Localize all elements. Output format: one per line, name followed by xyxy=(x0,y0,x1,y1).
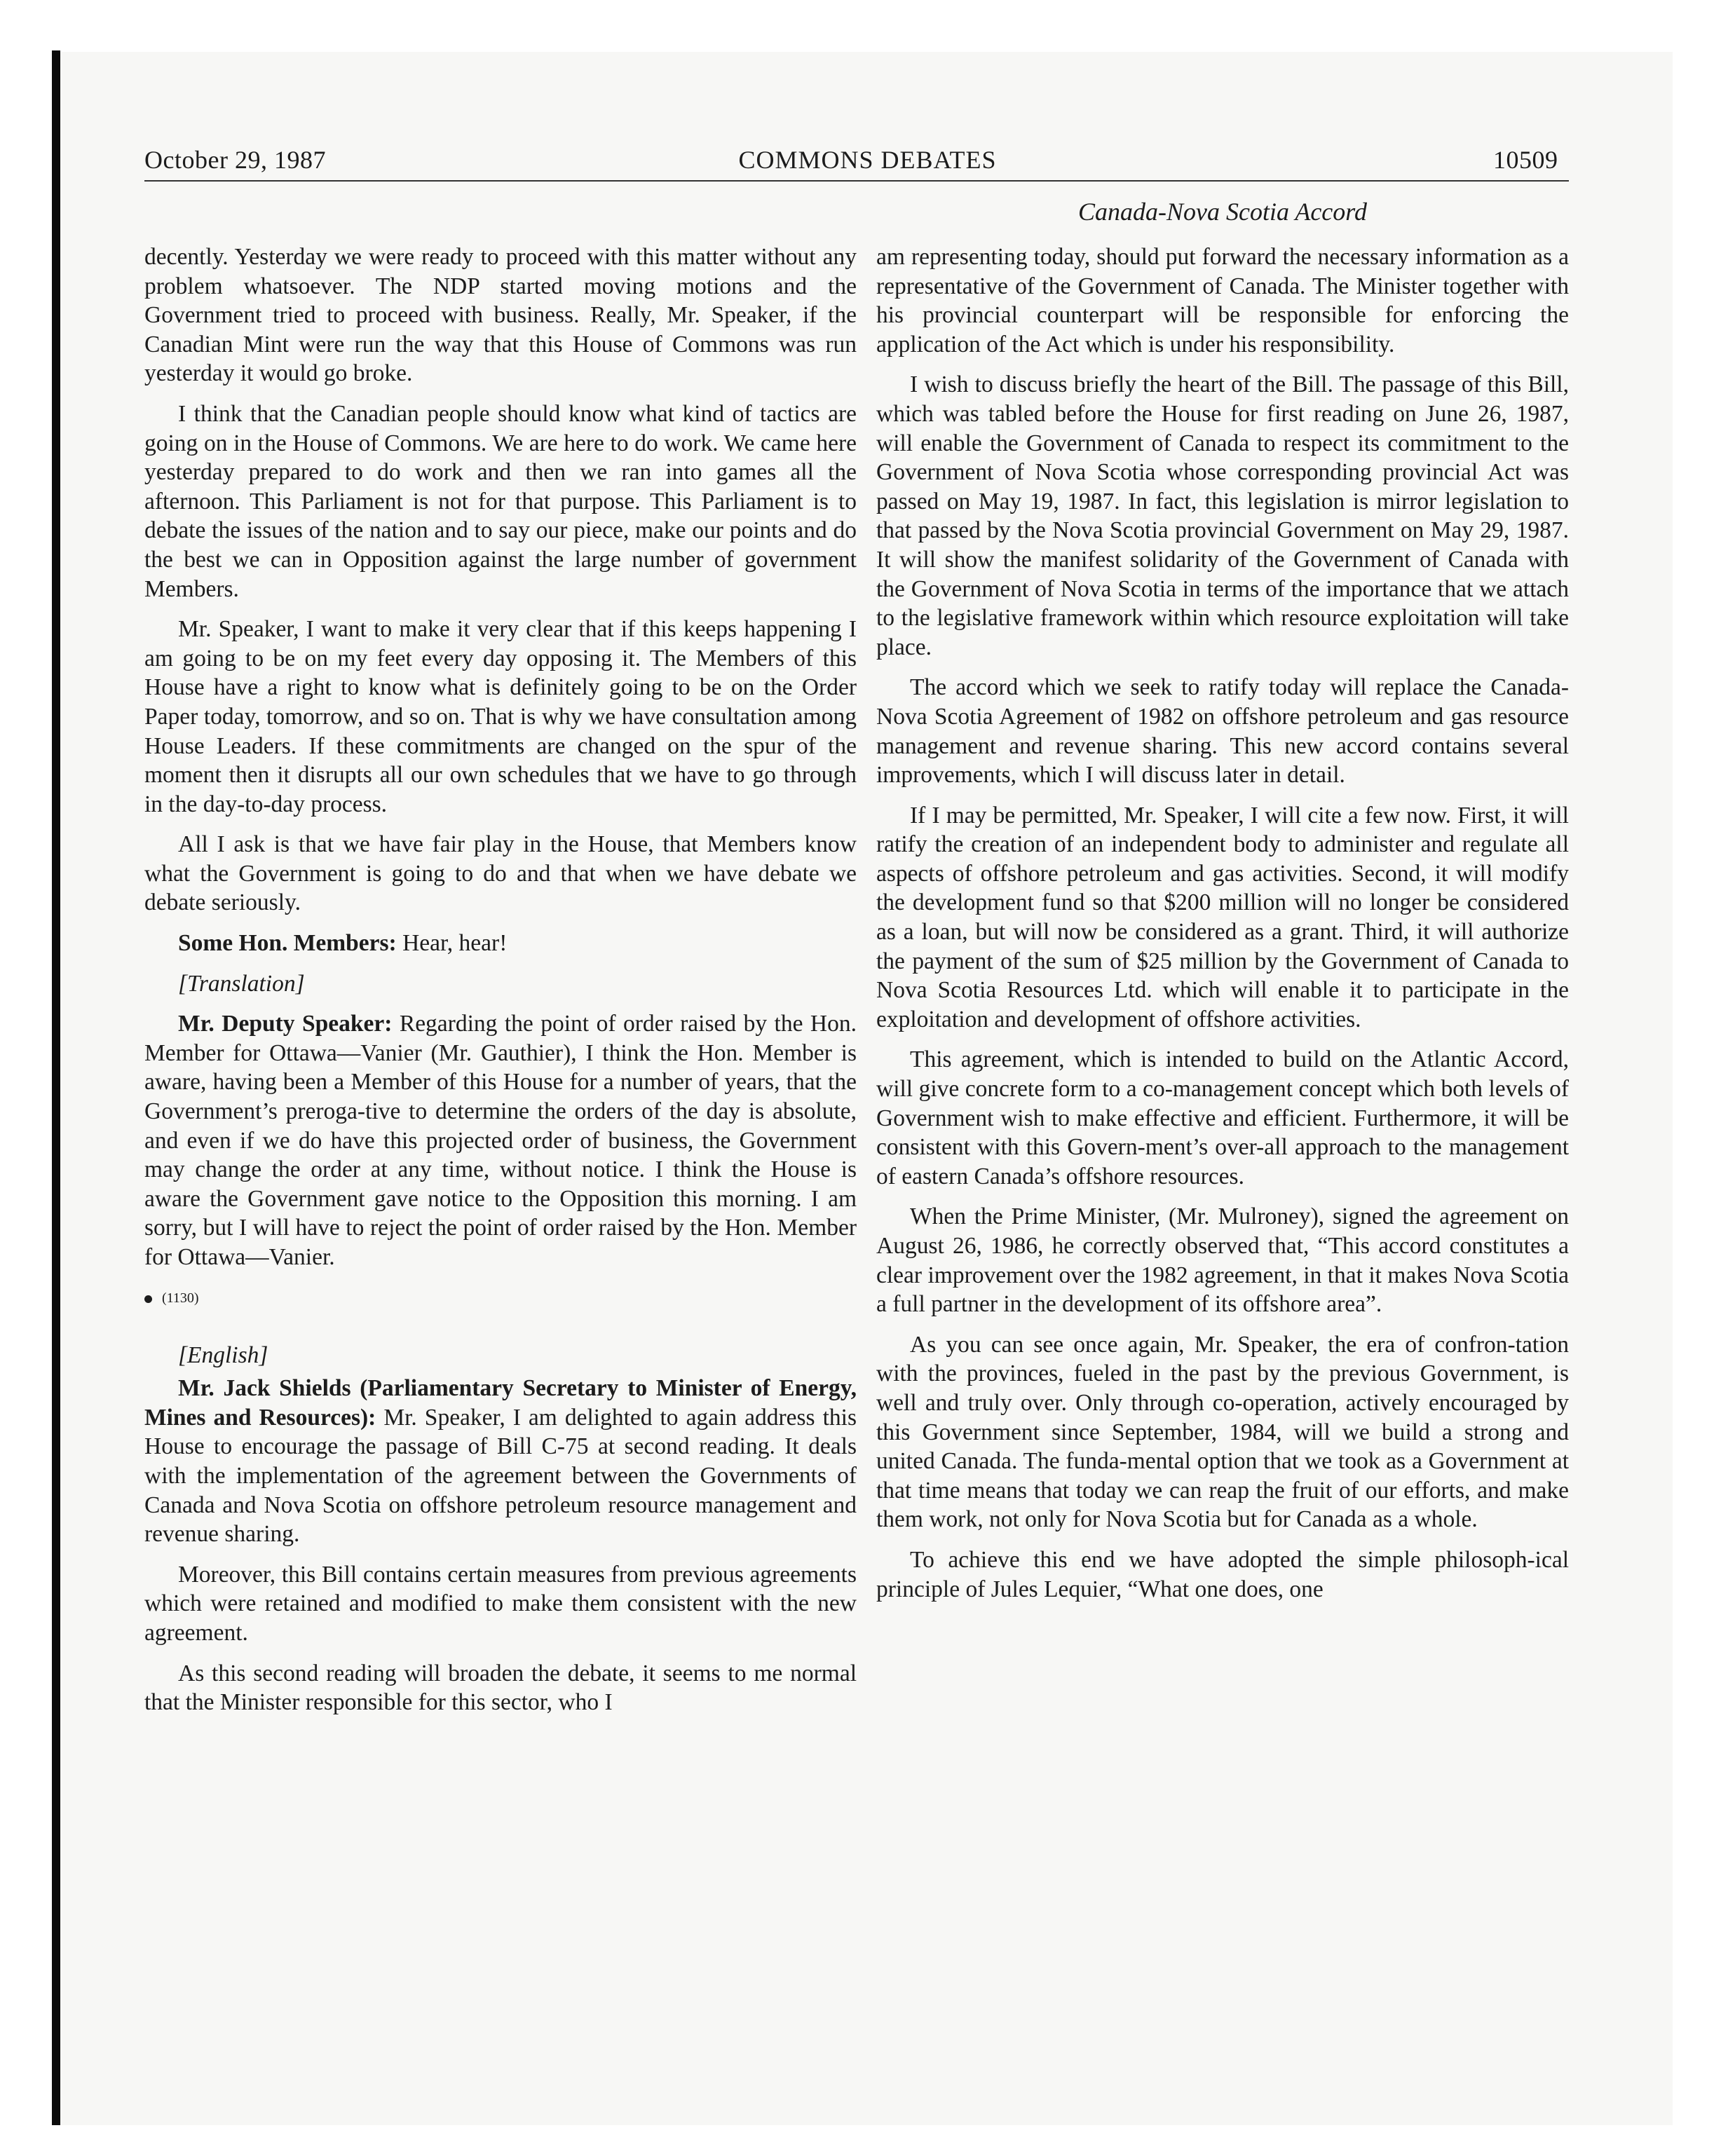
header-title: COMMONS DEBATES xyxy=(738,146,997,174)
paragraph: The accord which we seek to ratify today will replace the Canada-Nova Scotia Agreement of 1982 on offshore petroleum and gas resource management and revenue sharing. This new accord contains several improvements, which I will discuss later in detail. xyxy=(876,674,1569,789)
paragraph: I think that the Canadian people should know what kind of tactics are going on in the House of Commons. We are here to do work. We came here yesterday prepared to do work and then we ran into games all the afternoon. This Parliament is not for that purpose. This Parliament is to debate the issues of the nation and to say our piece, make our points and do the best we can in Opposition against the large number of government Members. xyxy=(144,400,857,602)
paragraph: To achieve this end we have adopted the simple philosoph-ical principle of Jules Lequier, “What one does, one xyxy=(876,1546,1569,1602)
language-label-translation: [Translation] xyxy=(178,970,305,997)
speech-text: Regarding the point of order raised by the Hon. Member for Ottawa—Vanier (Mr. Gauthier), I think the Hon. Member is aware, having been a Member of this House for a number of years, that the Government’s preroga-tive to determine the orders of the day is absolute, and even if we do have this projected order of business, the Government may change the order at any time, without notice. I think the House is aware the Government gave notice to the Opposition this morning. I am sorry, but I will have to reject the point of order raised by the Hon. Member for Ottawa—Vanier. xyxy=(144,1011,857,1270)
paragraph: As this second reading will broaden the debate, it seems to me normal that the Minister responsible for this sector, who I xyxy=(144,1660,857,1716)
paragraph: decently. Yesterday we were ready to proceed with this matter without any problem whatsoever. The NDP started moving motions and the Government tried to proceed with business. Really, Mr. Speaker, if the Canadian Mint were run the way that this House of Commons was run yesterday it would go broke. xyxy=(144,244,857,387)
paragraph: If I may be permitted, Mr. Speaker, I will cite a few now. First, it will ratify the creation of an independent body to administer and regulate all aspects of offshore petroleum and gas activities. Second, it will modify the development fund so that $200 million will no longer be considered as a loan, but will now be considered as a grant. Third, it will authorize the payment of the sum of $25 million by the Government of Canada to Nova Scotia Resources Ltd. which will enable it to participate in the exploitation and development of offshore activities. xyxy=(876,802,1569,1032)
paragraph: All I ask is that we have fair play in the House, that Members know what the Government is going to do and that when we have debate we debate seriously. xyxy=(144,831,857,916)
paragraph: Moreover, this Bill contains certain measures from previous agreements which were retained and modified to make them consistent with the new agreement. xyxy=(144,1561,857,1646)
header-rule xyxy=(144,180,1569,182)
paragraph: I wish to discuss briefly the heart of the Bill. The passage of this Bill, which was tabled before the House for first reading on June 26, 1987, will enable the Government of Canada to respect its commitment to the Government of Nova Scotia whose corresponding provincial Act was passed on May 19, 1987. In fact, this legislation is mirror legislation to that passed by the Nova Scotia provincial Government on May 29, 1987. It will show the manifest solidarity of the Government of Canada with the Government of Nova Scotia in terms of the importance that we attach to the legislative framework within which resource exploitation will take place. xyxy=(876,371,1569,660)
right-column xyxy=(876,243,1569,1604)
running-head: Canada-Nova Scotia Accord xyxy=(1078,198,1367,226)
speaker-name: Mr. Deputy Speaker: xyxy=(178,1011,393,1037)
time-marker xyxy=(144,1288,857,1309)
bullet-icon xyxy=(144,1295,152,1303)
speaker-paragraph xyxy=(144,1009,857,1271)
header-date: October 29, 1987 xyxy=(144,146,326,174)
language-label-english: [English] xyxy=(178,1342,268,1368)
speaker-paragraph xyxy=(144,929,857,958)
left-column xyxy=(144,243,857,1717)
paragraph: Mr. Speaker, I want to make it very clear that if this keeps happening I am going to be on my feet every day opposing it. The Members of this House have a right to know what is definitely going to be on the Order Paper today, tomorrow, and so on. That is why we have consultation among House Leaders. If these commitments are changed on the spur of the moment then it disrupts all our own schedules that we have to go through in the day-to-day process. xyxy=(144,616,857,817)
speaker-paragraph xyxy=(144,1374,857,1549)
paragraph: am representing today, should put forward the necessary information as a representative of the Government of Canada. The Minister together with his provincial counterpart will be responsible for enforcing the application of the Act which is under his responsibility. xyxy=(876,244,1569,357)
speaker-name: Mr. Jack Shields (Parliamentary Secretary to Minister of Energy, Mines and Resources): xyxy=(144,1375,857,1431)
time-marker-text: (1130) xyxy=(162,1290,199,1306)
paragraph: This agreement, which is intended to build on the Atlantic Accord, will give concrete form to a co-management concept which both levels of Government wish to make effective and efficient. Furthermore, it will be consistent with this Govern-ment’s over-all approach to the management of eastern Canada’s offshore resources. xyxy=(876,1046,1569,1189)
scan-edge-shadow xyxy=(52,50,60,2125)
speech-text: Mr. Speaker, I am delighted to again address this House to encourage the passage of Bill C-75 at second reading. It deals with the implementation of the agreement between the Governments of Canada and Nova Scotia on offshore petroleum resource management and revenue sharing. xyxy=(144,1404,857,1548)
paragraph: When the Prime Minister, (Mr. Mulroney), signed the agreement on August 26, 1986, he correctly observed that, “This accord constitutes a clear improvement over the 1982 agreement, in that it makes Nova Scotia a full partner in the development of its offshore area”. xyxy=(876,1203,1569,1318)
speaker-name: Some Hon. Members: xyxy=(178,930,397,957)
header-page-number: 10509 xyxy=(1493,146,1558,174)
speech-text: Hear, hear! xyxy=(396,930,508,957)
paragraph: As you can see once again, Mr. Speaker, the era of confron-tation with the provinces, fueled in the past by the previous Government, is well and truly over. Only through co-operation, actively encouraged by this Government since September, 1984, will we build a strong and united Canada. The funda-mental option that we took as a Government at that time means that today we can reap the fruit of our efforts, and make them work, not only for Nova Scotia but for Canada as a whole. xyxy=(876,1331,1569,1533)
